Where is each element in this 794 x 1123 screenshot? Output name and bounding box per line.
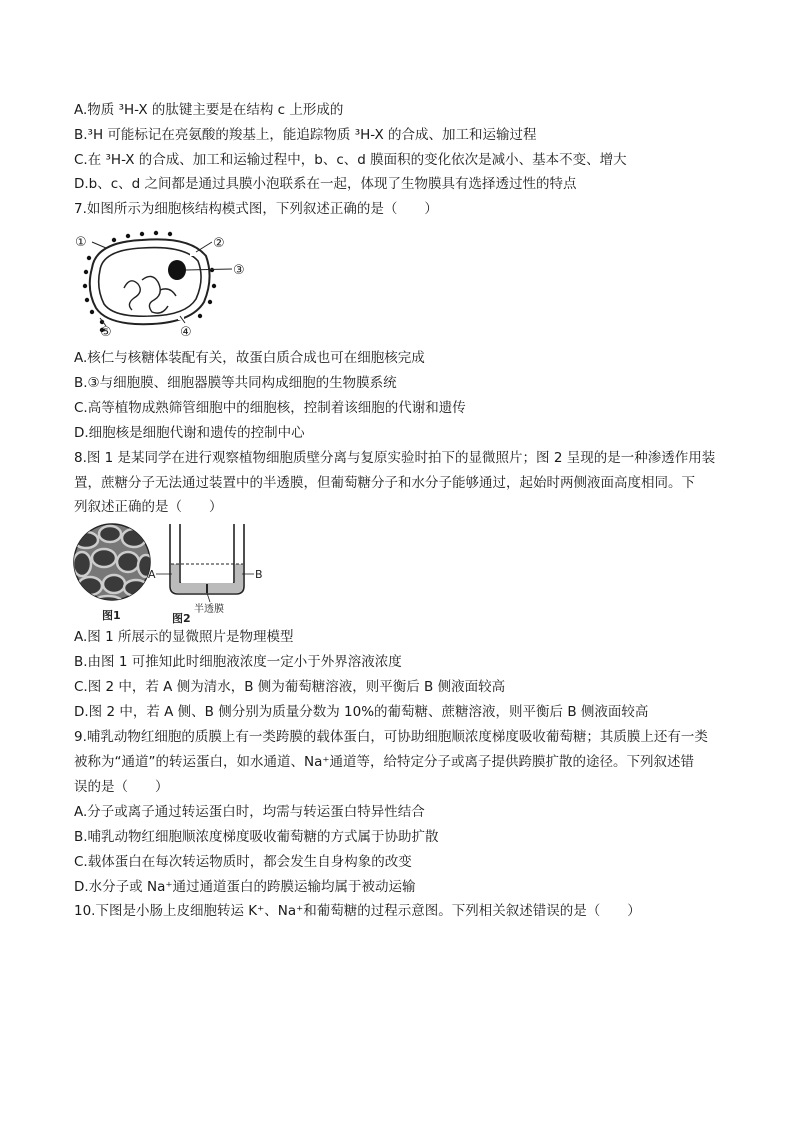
q9-option-a: A.分子或离子通过转运蛋白时，均需与转运蛋白特异性结合 bbox=[74, 804, 425, 820]
u-tube-apparatus bbox=[156, 524, 254, 602]
q7-stem: 7.如图所示为细胞核结构模式图，下列叙述正确的是（ ） bbox=[74, 201, 438, 217]
nucleolus bbox=[168, 260, 186, 280]
side-b-label: B bbox=[255, 568, 263, 581]
q9-stem-line-2: 被称为“通道”的转运蛋白，如水通道、Na⁺通道等，给特定分子或离子提供跨膜扩散的途径。下列叙述错 bbox=[74, 754, 694, 770]
q6-option-d: D.b、c、d 之间都是通过具膜小泡联系在一起，体现了生物膜具有选择透过性的特点 bbox=[74, 176, 577, 192]
ribosome-dots bbox=[83, 231, 216, 332]
chromatin bbox=[124, 276, 176, 313]
q8-stem-line-3: 列叙述正确的是（ ） bbox=[74, 499, 223, 515]
nuclear-pore bbox=[190, 250, 196, 256]
q9-stem-line-1: 9.哺乳动物红细胞的质膜上有一类跨膜的载体蛋白，可协助细胞顺浓度梯度吸收葡萄糖；其质膜上还有一类 bbox=[74, 729, 708, 745]
label-4: ④ bbox=[180, 325, 192, 338]
label-1: ① bbox=[75, 235, 87, 250]
q9-stem-line-3: 误的是（ ） bbox=[74, 779, 169, 795]
q6-option-a: A.物质 ³H-X 的肽键主要是在结构 c 上形成的 bbox=[74, 102, 344, 118]
q8-stem-line-1: 8.图 1 是某同学在进行观察植物细胞质壁分离与复原实验时拍下的显微照片；图 2 呈现的是一种渗透作用装 bbox=[74, 450, 716, 466]
q7-option-c: C.高等植物成熟筛管细胞中的细胞核，控制着该细胞的代谢和遗传 bbox=[74, 400, 466, 416]
q7-option-a: A.核仁与核糖体装配有关，故蛋白质合成也可在细胞核完成 bbox=[74, 350, 425, 366]
q9-option-c: C.载体蛋白在每次转运物质时，都会发生自身构象的改变 bbox=[74, 854, 412, 870]
q8-option-c: C.图 2 中，若 A 侧为清水，B 侧为葡萄糖溶液，则平衡后 B 侧液面较高 bbox=[74, 679, 506, 695]
q8-stem-line-2: 置，蔗糖分子无法通过装置中的半透膜，但葡萄糖分子和水分子能够通过，起始时两侧液面高度相同。下 bbox=[74, 475, 695, 491]
q9-option-d: D.水分子或 Na⁺通过通道蛋白的跨膜运输均属于被动运输 bbox=[74, 879, 416, 895]
q10-stem: 10.下图是小肠上皮细胞转运 K⁺、Na⁺和葡萄糖的过程示意图。下列相关叙述错误的是（ ） bbox=[74, 903, 641, 919]
q7-option-b: B.③与细胞膜、细胞器膜等共同构成细胞的生物膜系统 bbox=[74, 375, 397, 391]
osmosis-figures bbox=[72, 522, 272, 624]
q6-option-c: C.在 ³H-X 的合成、加工和运输过程中，b、c、d 膜面积的变化依次是减小、基本不变、增大 bbox=[74, 152, 627, 168]
membrane-label: 半透膜 bbox=[194, 604, 224, 615]
q8-option-b: B.由图 1 可推知此时细胞液浓度一定小于外界溶液浓度 bbox=[74, 654, 402, 670]
q6-option-b: B.³H 可能标记在亮氨酸的羧基上，能追踪物质 ³H-X 的合成、加工和运输过程 bbox=[74, 127, 537, 143]
q8-option-d: D.图 2 中，若 A 侧、B 侧分别为质量分数为 10%的葡萄糖、蔗糖溶液，则平衡后 B 侧液面较高 bbox=[74, 704, 649, 720]
q7-option-d: D.细胞核是细胞代谢和遗传的控制中心 bbox=[74, 425, 305, 441]
label-3: ③ bbox=[233, 263, 245, 278]
figure-1-caption: 图1 bbox=[102, 609, 121, 622]
figure-2-caption: 图2 bbox=[172, 612, 191, 624]
side-a-label: A bbox=[148, 568, 156, 581]
q8-option-a: A.图 1 所展示的显微照片是物理模型 bbox=[74, 629, 294, 645]
q9-option-b: B.哺乳动物红细胞顺浓度梯度吸收葡萄糖的方式属于协助扩散 bbox=[74, 829, 439, 845]
label-2: ② bbox=[213, 236, 225, 251]
nucleus-structure-diagram bbox=[72, 228, 252, 338]
label-5: ⑤ bbox=[100, 325, 112, 338]
